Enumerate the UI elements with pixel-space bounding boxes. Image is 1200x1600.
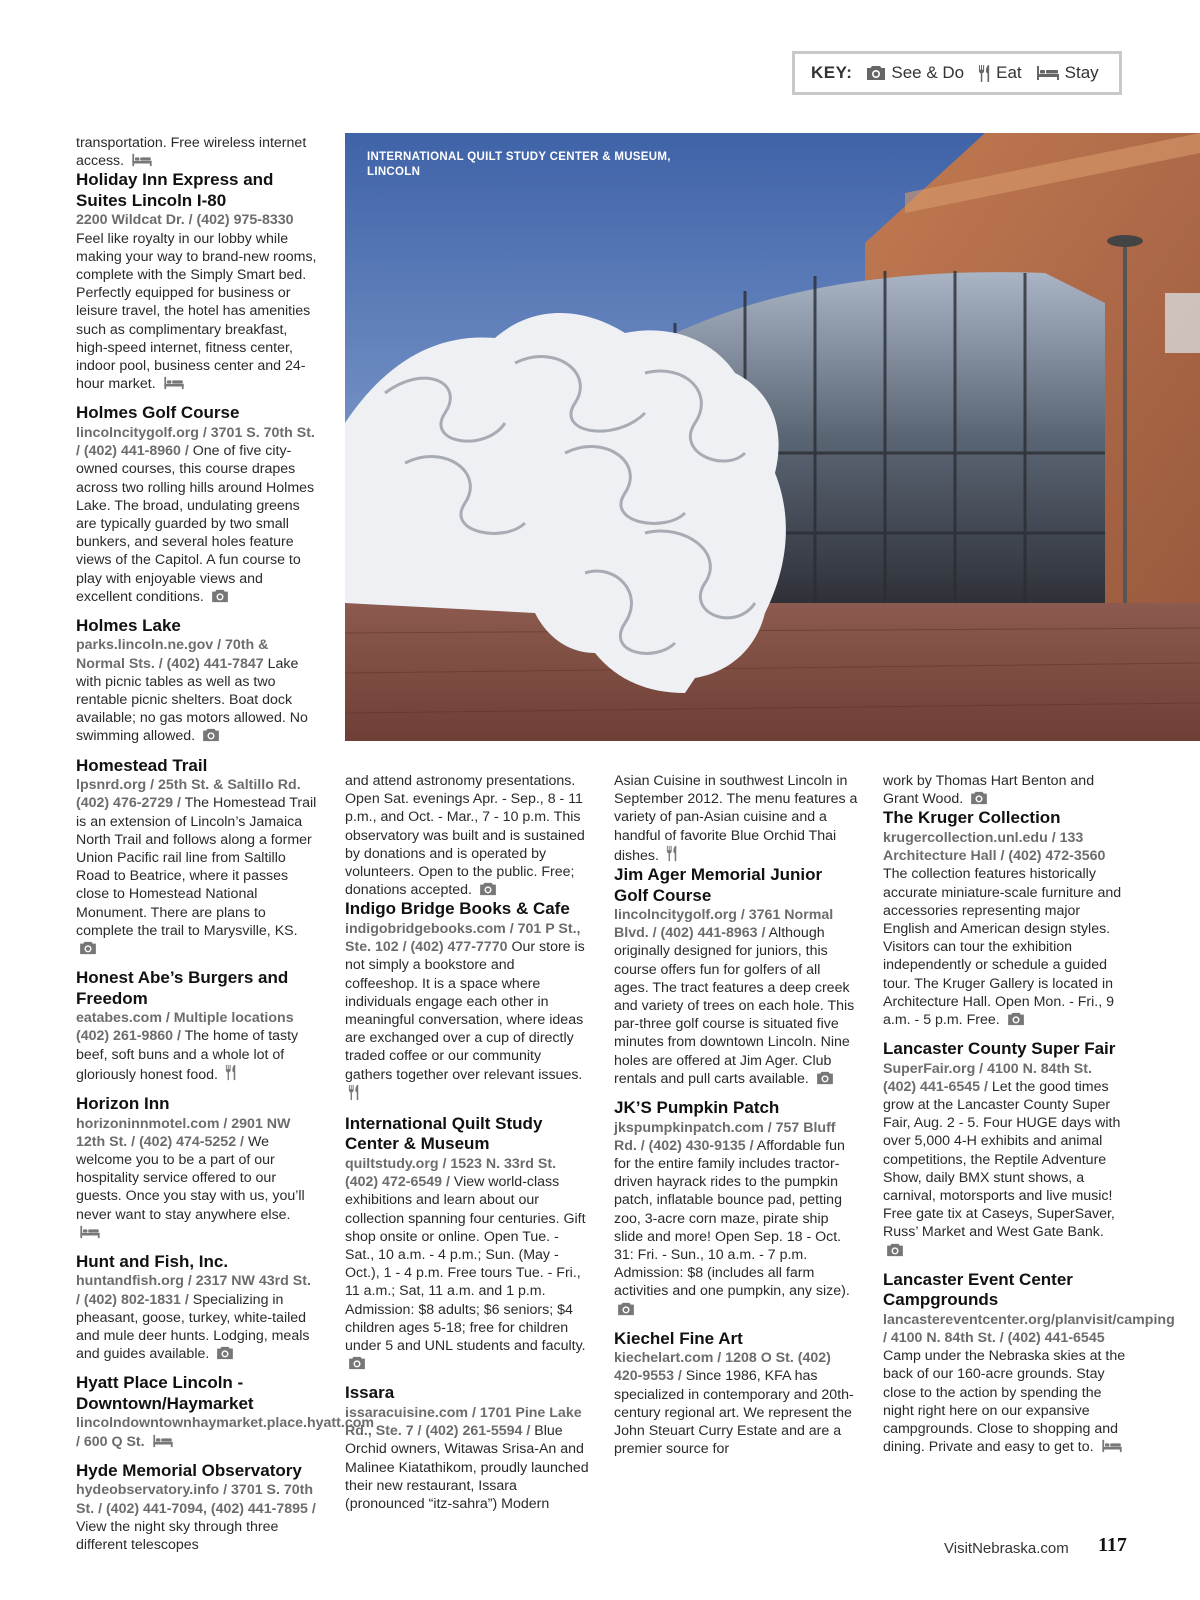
listing (76, 968, 318, 1084)
col3-continuation (614, 772, 858, 865)
listing (883, 808, 1127, 1029)
listing-info: parks.lincoln.ne.gov / 70th & Normal Sts. / (402) 441-7847 (76, 637, 269, 672)
listing-info: quiltstudy.org / 1523 N. 33rd St. (402) 472-6549 / (345, 1155, 557, 1191)
listing-title: JK’S Pumpkin Patch (614, 1098, 780, 1118)
camera-icon (216, 1346, 234, 1360)
listing-desc: Lake with picnic tables as well as two rentable picnic shelters. Boat dock available; no gas motors allowed. No swimming allowed. (76, 655, 308, 745)
listing (883, 1269, 1175, 1457)
bed-icon (163, 376, 185, 390)
listing (345, 1114, 589, 1373)
listing (614, 1329, 858, 1459)
photo-caption-text: INTERNATIONAL QUILT STUDY CENTER & MUSEUM, LINCOLN (367, 151, 671, 178)
bed-icon (1101, 1439, 1123, 1453)
listing (76, 170, 318, 393)
camera-icon (479, 882, 497, 896)
col4-cont-text: work by Thomas Hart Benton and Grant Wood. (883, 773, 1095, 808)
listing-title: Kiechel Fine Art (614, 1328, 743, 1348)
camera-icon (211, 589, 229, 603)
listing-title: Homestead Trail (76, 755, 208, 775)
listing-info: krugercollection.unl.edu / 133 Architecture Hall / (402) 472-3560 (883, 829, 1106, 865)
column-4 (883, 772, 1175, 1467)
listing-desc: The Homestead Trail is an extension of Lincoln’s Jamaica North Trail and follows along a former Union Pacific rail line from Saltillo Road to Beatrice, where it passes close to Homestead National Monument. There are plans to complete the trail to Marysville, KS. (76, 795, 317, 939)
listing-desc: Camp under the Nebraska skies at the back of our 160-acre grounds. Stay close to the action by spending the night right here on our expansive campgrounds. Close to shopping and dining. Private and easy to get to. (883, 1348, 1126, 1456)
listing-info: lincolncitygolf.org / 3761 Normal Blvd. / (402) 441-8963 / (614, 907, 834, 942)
camera-icon (202, 728, 220, 742)
listing-desc: We welcome you to be a part of our hospitality service offered to our guests. Once you stay with us, you’ll never want to stay anywhere else. (76, 1133, 305, 1223)
listing-info: horizoninnmotel.com / 2901 NW 12th St. / (402) 474-5252 / (76, 1115, 291, 1150)
listing-title: Hunt and Fish, Inc. (76, 1251, 229, 1271)
camera-icon (970, 791, 988, 805)
fork-knife-icon (666, 845, 678, 862)
column-3 (614, 772, 858, 1469)
camera-icon (886, 1243, 904, 1257)
fork-knife-icon (348, 1084, 360, 1101)
listing-info: indigobridgebooks.com / 701 P St., Ste. 102 / (402) 477-7770 (345, 920, 581, 956)
museum-photo-illustration (345, 133, 1200, 741)
page-number: 117 (1098, 1534, 1127, 1556)
fork-knife-icon (225, 1064, 237, 1081)
listing-desc: Let the good times grow at the Lancaster County Super Fair, Aug. 2 - 5. Four HUGE days with over 5,000 4-H exhibits and animal competitions, the Reptile Adventure Show, daily BMX stunt shows, a carnival, motorsports and live music! Free gate tix at Caseys, SuperSaver, Russ’ Market and West Gate Bank. (883, 1078, 1121, 1241)
museum-photo (345, 133, 1200, 741)
col1-cont-text: transportation. Free wireless internet access. (76, 135, 307, 170)
listing-info: lincolndowntownhaymarket.place.hyatt.com / 600 Q St. (76, 1415, 374, 1450)
camera-icon (617, 1302, 635, 1316)
camera-icon (866, 65, 886, 81)
bed-icon (79, 1225, 101, 1239)
listing-desc: The collection features historically accurate miniature-scale furniture and accessories representing major English and American design styles. Visitors can tour the exhibition independently or schedule a guided tour. The Kruger Gallery is located in Architecture Hall. Open Mon. - Fri., 9 a.m. - 5 p.m. Free. (883, 866, 1122, 1028)
legend-eat (978, 63, 1022, 83)
listing-title: Honest Abe’s Burgers and Freedom (76, 968, 289, 1008)
listing-desc: Since 1986, KFA has specialized in contemporary and 20th-century regional art. We represent the John Steuart Curry Estate and are a premier source for (614, 1368, 854, 1458)
legend-eat-label: Eat (996, 63, 1022, 82)
photo-caption (367, 150, 697, 179)
listing (614, 1098, 858, 1319)
listing-title: Horizon Inn (76, 1094, 170, 1114)
listing-title: Hyatt Place Lincoln - Downtown/Haymarket (76, 1373, 254, 1413)
listing-title: Holmes Lake (76, 615, 181, 635)
listing-title: Lancaster Event Center Campgrounds (883, 1269, 1073, 1310)
legend-see-do (866, 63, 964, 83)
listing (614, 865, 858, 1088)
listing-title: Indigo Bridge Books & Cafe (345, 899, 570, 919)
listing (76, 756, 318, 959)
listing-info: huntandfish.org / 2317 NW 43rd St. / (402) 802-1831 / (76, 1273, 311, 1308)
listing (76, 403, 318, 606)
listing-title: Holmes Golf Course (76, 403, 240, 423)
listing-title: Holiday Inn Express and Suites Lincoln I-80 (76, 170, 274, 210)
listing-desc: Blue Orchid owners, Witawas Srisa-An and Malinee Kiatathikom, proudly launched their new restaurant, Issara (pronounced “itz-sahra”) Modern (345, 1423, 589, 1512)
bed-icon (131, 153, 153, 167)
listing (76, 1094, 318, 1242)
listing (345, 1383, 589, 1513)
listing (76, 1252, 318, 1364)
listing-desc: Feel like royalty in our lobby while making your way to brand-new rooms, complete with the Simply Smart bed. Perfectly equipped for business or leisure travel, the hotel has amenities such as complimentary breakfast, high-speed internet, fitness center, indoor pool, business center and 24-hour market. (76, 230, 317, 393)
listing (76, 616, 318, 746)
listing (883, 1039, 1127, 1260)
legend-stay (1036, 63, 1099, 83)
listing-desc: One of five city-owned courses, this course drapes across two rolling hills around Holmes Lake. The broad, undulating greens are typically guarded by two small bunkers, and several holes feature views of the Capitol. A fun course to play with enjoyable views and excellent conditions. (76, 443, 315, 605)
col1-continuation (76, 134, 318, 170)
listing-title: Hyde Memorial Observatory (76, 1460, 302, 1480)
listing-info: kiechelart.com / 1208 O St. (402) 420-9553 / (614, 1350, 831, 1385)
listing-title: Issara (345, 1383, 395, 1403)
listing-title: Lancaster County Super Fair (883, 1039, 1116, 1059)
listing-info: lpsnrd.org / 25th St. & Saltillo Rd. (402) 476-2729 / (76, 777, 301, 812)
listing-desc: View the night sky through three different telescopes (76, 1518, 279, 1553)
fork-knife-icon (978, 64, 991, 83)
listing-desc: Affordable fun for the entire family includes tractor-driven hayrack rides to the pumpkin patch, inflatable bounce pad, petting zoo, 3-acre corn maze, pirate ship slide and more! Open Sep. 18 - Oct. 31: Fri. - Sun., 10 a.m. - 7 p.m. Admission: $8 (includes all farm activities and one pumpkin, any size). (614, 1137, 850, 1300)
listing-desc: Although originally designed for juniors, this course offers fun for golfers of all ages. The tract features a deep creek and variety of trees on each hole. This par-three golf course is situated five minutes from downtown Lincoln. Nine holes are offered at Jim Ager. Club rentals and pull carts available. (614, 925, 855, 1087)
camera-icon (816, 1071, 834, 1085)
camera-icon (79, 941, 97, 955)
listing-desc: Specializing in pheasant, goose, turkey, white-tailed and mule deer hunts. Lodging, meals and guides available. (76, 1291, 310, 1363)
col2-continuation (345, 772, 589, 899)
listing-info: SuperFair.org / 4100 N. 84th St. (402) 441-6545 / (883, 1060, 1092, 1095)
listing-info: 2200 Wildcat Dr. / (402) 975-8330 (76, 212, 294, 229)
camera-icon (348, 1356, 366, 1370)
listing-title: Jim Ager Memorial Junior Golf Course (614, 865, 823, 905)
legend-see-do-label: See & Do (891, 63, 965, 82)
col3-cont-text: Asian Cuisine in southwest Lincoln in September 2012. The menu features a variety of pan-Asian cuisine and a handful of favorite Blue Orchid Thai dishes. (614, 773, 858, 864)
listing-info: lancastereventcenter.org/planvisit/camping / 4100 N. 84th St. / (402) 441-6545 (883, 1311, 1175, 1347)
listing-title: The Kruger Collection (883, 808, 1061, 828)
bed-icon (152, 1434, 174, 1448)
legend-label: KEY: (811, 63, 853, 82)
listing-info: jkspumpkinpatch.com / 757 Bluff Rd. / (402) 430-9135 / (614, 1119, 836, 1154)
legend-stay-label: Stay (1064, 63, 1099, 82)
listing-info: issaracuisine.com / 1701 Pine Lake Rd., Ste. 7 / (402) 261-5594 / (345, 1404, 582, 1440)
column-2 (345, 772, 589, 1523)
col4-continuation (883, 772, 1127, 808)
listing-info: lincolncitygolf.org / 3701 S. 70th St. / (402) 441-8960 / (76, 424, 315, 460)
listing (345, 899, 589, 1104)
listing-desc: View world-class exhibitions and learn about our collection spanning four centuries. Gift shop onsite or online. Open Tue. - Sat., 10 a.m. - 4 p.m.; Sun. (May - Oct.), 1 - 4 p.m. Free tours Tue. - Fri., 11 a.m.; Sat, 11 a.m. and 1 p.m. Admission: $8 adults; $6 seniors; $4 children ages 5-18; free for children under 5 and UNL students and faculty. (345, 1174, 586, 1354)
camera-icon (1007, 1012, 1025, 1026)
legend-key (792, 51, 1122, 95)
bed-icon (1036, 65, 1060, 81)
listing-title: International Quilt Study Center & Museum (345, 1113, 543, 1154)
listing-info: hydeobservatory.info / 3701 S. 70th St. / (402) 441-7094, (402) 441-7895 / (76, 1482, 316, 1517)
listing-info: eatabes.com / Multiple locations (402) 261-9860 / (76, 1010, 294, 1045)
listing-desc: Our store is not simply a bookstore and coffeeshop. It is a space where individuals engage each other in meaningful conversation, where ideas are exchanged over a cup of directly traded coffee or our community gathers together over relevant issues. (345, 939, 585, 1083)
col2-cont-text: and attend astronomy presentations. Open Sat. evenings Apr. - Sep., 8 - 11 p.m., and Oct. - Mar., 7 - 10 p.m. This observatory was built and is sustained by donations and is operated by volunteers. Open to the public. Free; donations accepted. (345, 773, 585, 899)
listing (76, 1461, 318, 1554)
footer-site[interactable]: VisitNebraska.com (944, 1540, 1069, 1557)
listing-desc: The home of tasty beef, soft buns and a whole lot of gloriously honest food. (76, 1028, 299, 1083)
